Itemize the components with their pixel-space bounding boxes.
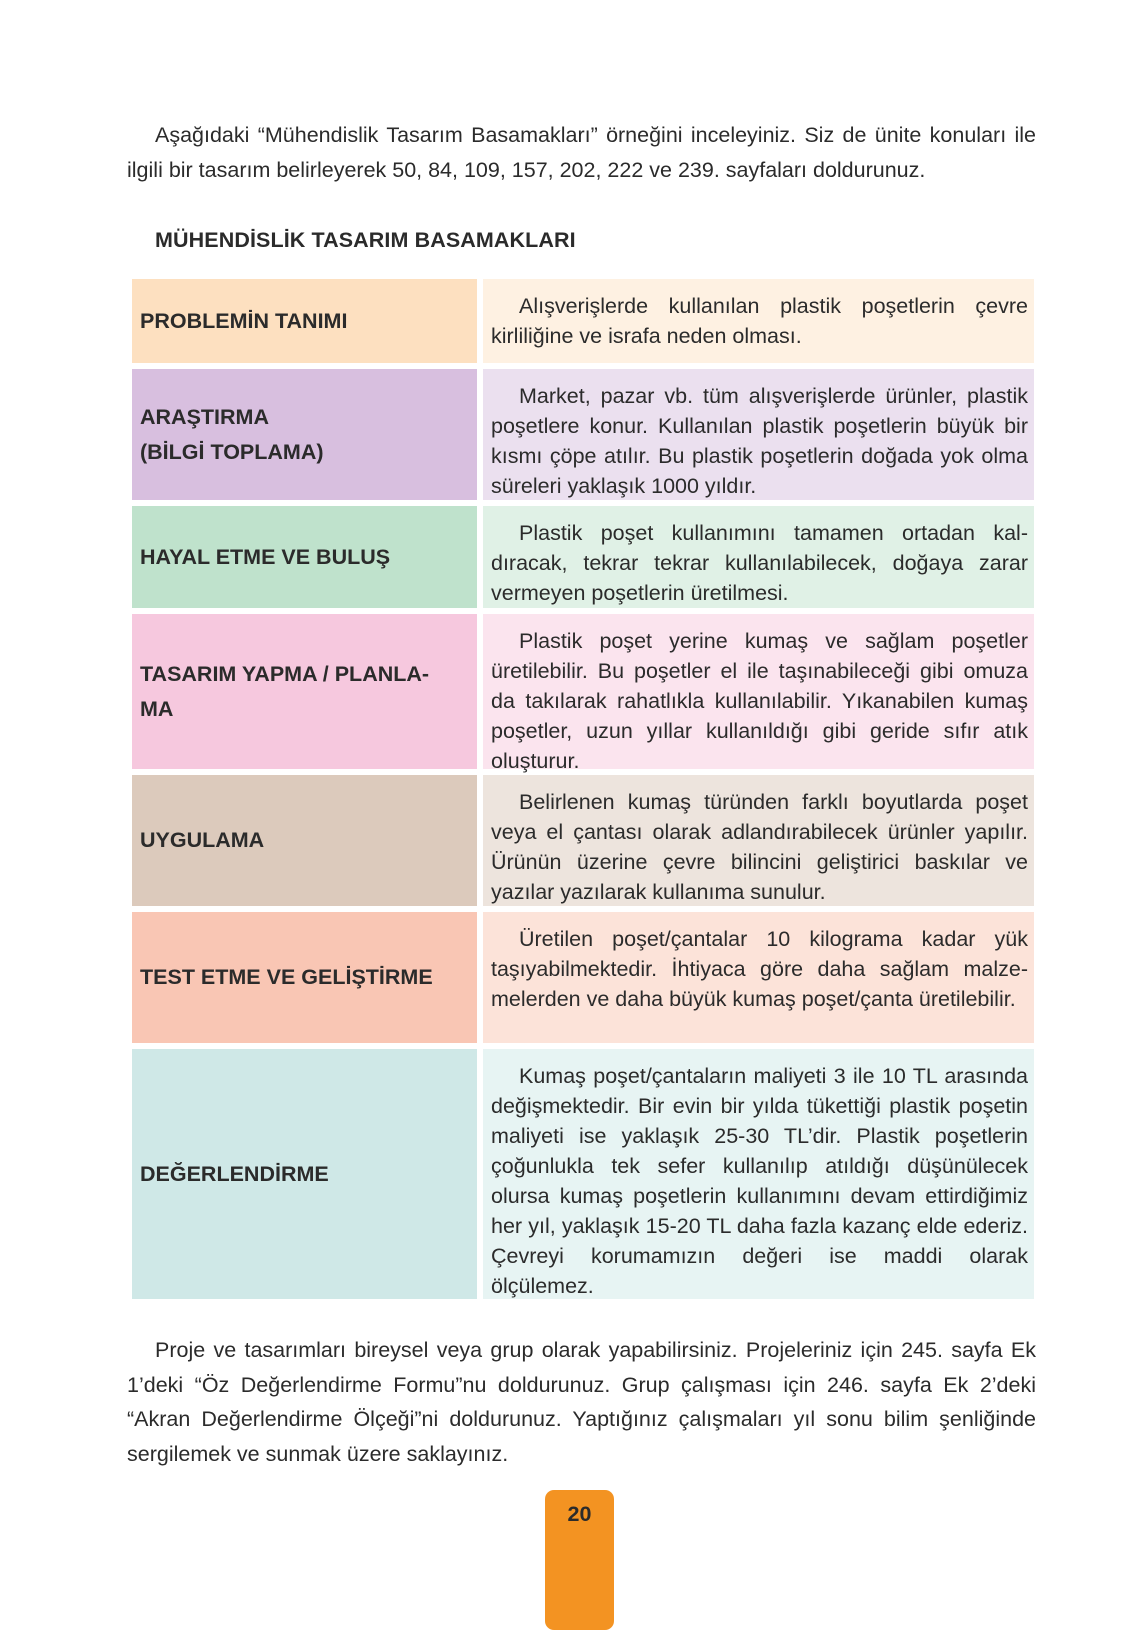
step-label: DEĞERLENDİRME <box>132 1049 477 1299</box>
step-row <box>132 1049 1034 1299</box>
page-number: 20 <box>567 1502 592 1526</box>
step-description: Plastik poşet yerine kumaş ve sağlam poşetler üretilebilir. Bu poşetler el ile taşınabileceği gibi omuza da takılarak rahatlıkla kullanılabilir. Yıkanabilen kumaş poşetler, uzun yıllar kullanıldığı gibi geride sıfır atık oluşturur. <box>483 614 1034 769</box>
step-row <box>132 506 1034 608</box>
step-label: PROBLEMİN TANIMI <box>132 279 477 363</box>
step-row <box>132 775 1034 906</box>
step-label: TASARIM YAPMA / PLANLA- MA <box>132 614 477 769</box>
step-row <box>132 912 1034 1043</box>
step-label: TEST ETME VE GELİŞTİRME <box>132 912 477 1043</box>
step-description: Market, pazar vb. tüm alışverişlerde ürünler, plastik poşetlere konur. Kullanılan plastik poşetlerin büyük bir kısmı çöpe atılır. Bu plastik poşetlerin doğada yok olma süreleri yaklaşık 1000 yıldır. <box>483 369 1034 500</box>
step-description: Belirlenen kumaş türünden farklı boyutlarda poşet veya el çantası olarak adlandırabilecek ürünler yapılır. Ürünün üzerine çevre bilincini geliştirici baskılar ve yazılar yazılarak kullanıma sunulur. <box>483 775 1034 906</box>
step-row <box>132 614 1034 773</box>
step-row <box>132 279 1034 363</box>
step-description: Kumaş poşet/çantaların maliyeti 3 ile 10 TL arasında değişmektedir. Bir evin bir yılda tükettiği plastik poşetin maliyeti ise yaklaşık 25-30 TL’dir. Plastik poşetlerin çoğunlukla tek sefer kullanılıp atıldığı düşünülecek olursa kumaş poşetlerin kullanımını devam ettirdiğimiz her yıl, yaklaşık 15-20 TL daha fazla kazanç elde ederiz. Çevreyi korumamızın değeri ise maddi olarak ölçülemez. <box>483 1049 1034 1299</box>
step-description: Üretilen poşet/çantalar 10 kilograma kadar yük taşıyabilmektedir. İhtiyaca göre daha sağlam malzemelerden ve daha büyük kumaş poşet/çanta üretilebilir. <box>483 912 1034 1043</box>
outro-paragraph: Proje ve tasarımları bireysel veya grup olarak yapabilirsiniz. Projeleriniz için 245. sayfa Ek 1’deki “Öz Değerlendirme Formu”nu doldurunuz. Grup çalışması için 246. sayfa Ek 2’deki “Akran Değerlendirme Ölçeği”ni doldurunuz. Yaptığınız çalışmaları yıl sonu bilim şenliğinde sergilemek ve sunmak üzere saklayınız. <box>127 1338 1036 1466</box>
step-label: HAYAL ETME VE BULUŞ <box>132 506 477 608</box>
page-number-tab <box>545 1490 614 1630</box>
design-steps-table <box>132 279 1034 1305</box>
step-label: ARAŞTIRMA (BİLGİ TOPLAMA) <box>132 369 477 500</box>
section-title: MÜHENDİSLİK TASARIM BASAMAKLARI <box>155 228 576 252</box>
step-label: UYGULAMA <box>132 775 477 906</box>
step-row <box>132 369 1034 500</box>
step-description: Alışverişlerde kullanılan plastik poşetlerin çevre kirliliğine ve israfa neden olması. <box>483 279 1034 363</box>
step-description: Plastik poşet kullanımını tamamen ortadan kaldıracak, tekrar tekrar kullanılabilecek, doğaya zarar vermeyen poşetlerin üretilmesi. <box>483 506 1034 608</box>
intro-paragraph: Aşağıdaki “Mühendislik Tasarım Basamakları” örneğini inceleyiniz. Siz de ünite konuları ile ilgili bir tasarım belirleyerek 50, 84, 109, 157, 202, 222 ve 239. sayfaları doldurunuz. <box>127 123 1036 182</box>
